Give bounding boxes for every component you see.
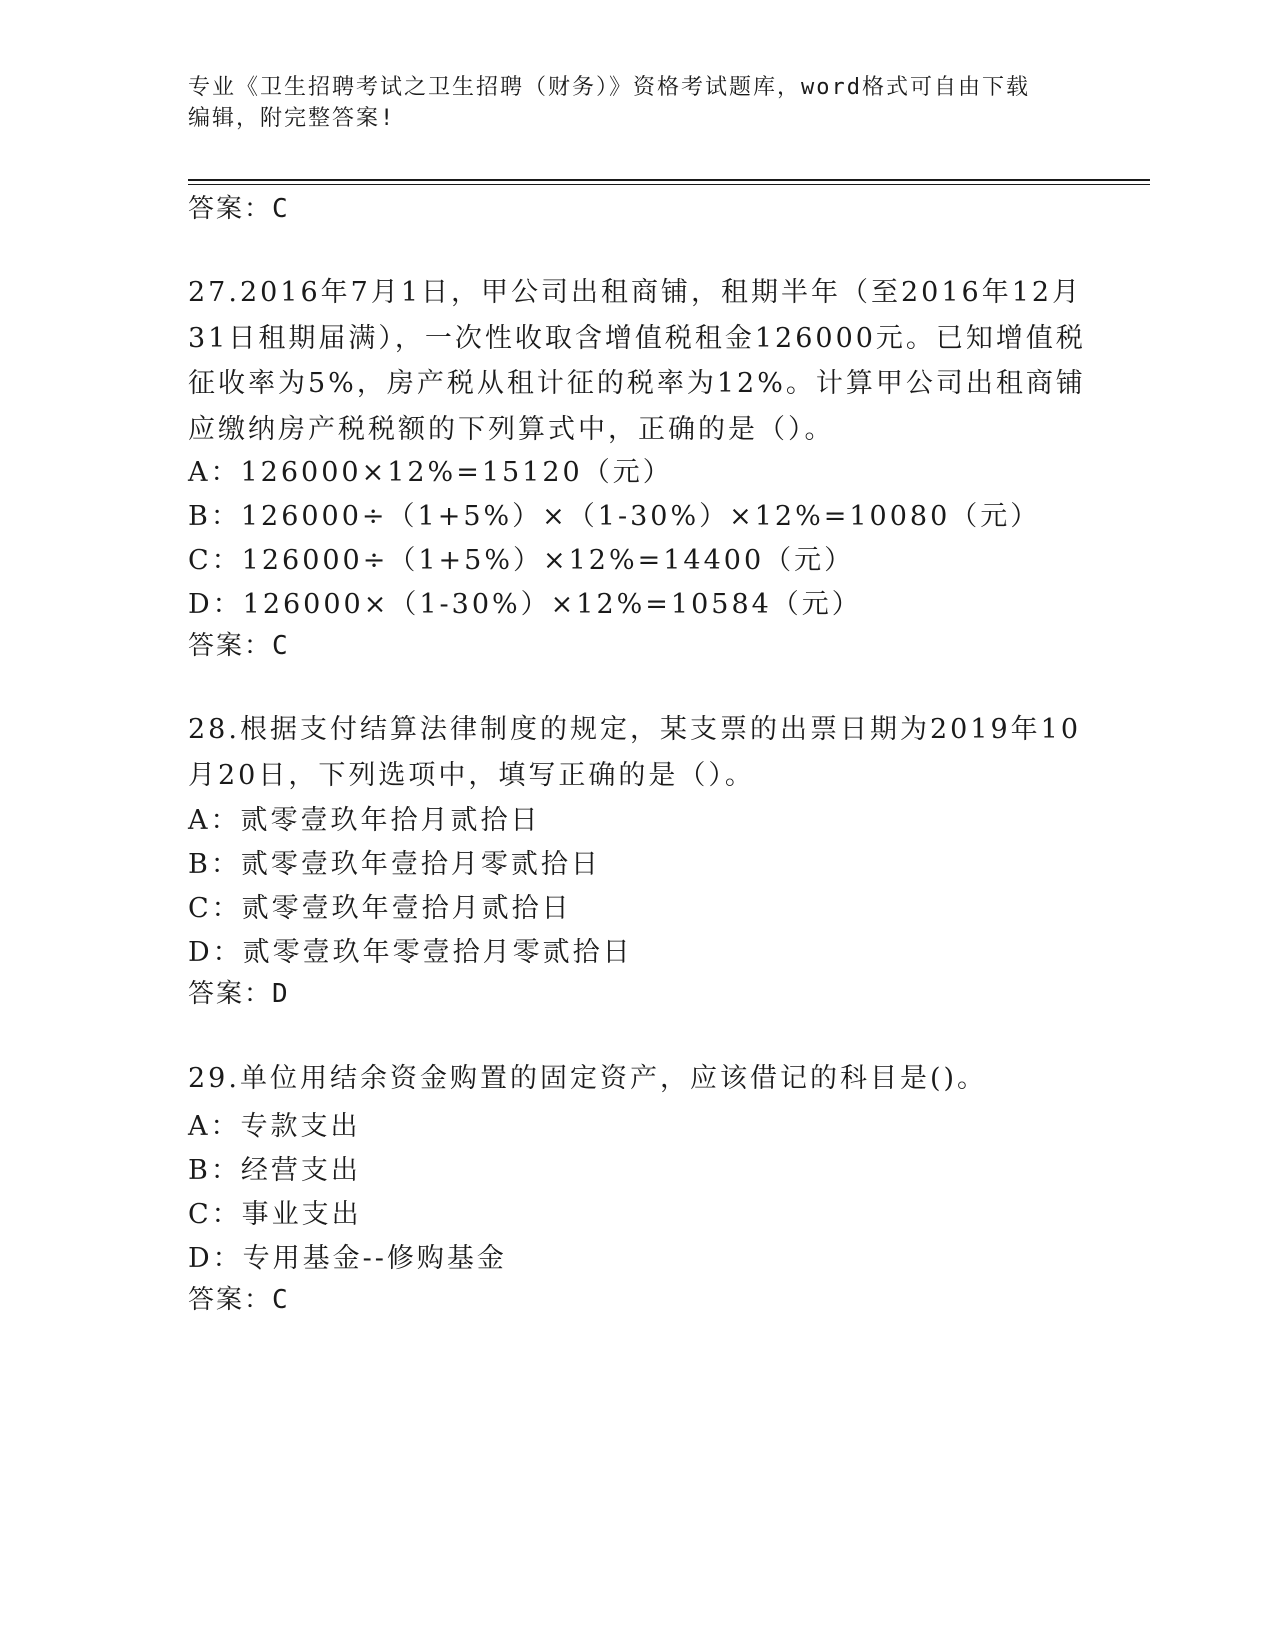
- question-27-option-d: D：126000×（1-30%）×12%=10584（元）: [188, 589, 862, 620]
- question-27-answer: 答案：C: [188, 631, 290, 661]
- header-line-2: 编辑，附完整答案!: [188, 106, 396, 131]
- question-28-answer: 答案：D: [188, 979, 290, 1009]
- question-29-option-c: C：事业支出: [188, 1199, 362, 1230]
- question-29-stem: 29.单位用结余资金购置的固定资产，应该借记的科目是()。: [188, 1063, 988, 1094]
- answer-prev: 答案：C: [188, 194, 290, 224]
- question-27-option-c: C：126000÷（1+5%）×12%=14400（元）: [188, 545, 855, 576]
- header-line-1: 专业《卫生招聘考试之卫生招聘（财务）》资格考试题库，word格式可自由下载: [188, 75, 1030, 100]
- question-27-option-a: A：126000×12%=15120（元）: [188, 457, 673, 488]
- question-29-option-d: D：专用基金--修购基金: [188, 1243, 507, 1274]
- question-29-option-b: B：经营支出: [188, 1155, 361, 1186]
- document-header: [188, 72, 1088, 134]
- question-28-stem: 28.根据支付结算法律制度的规定，某支票的出票日期为2019年10月20日，下列选项中，填写正确的是（）。: [188, 714, 1082, 791]
- question-28-option-b: B：贰零壹玖年壹拾月零贰拾日: [188, 849, 601, 880]
- header-divider-thick: [188, 179, 1150, 181]
- question-28-option-c: C：贰零壹玖年壹拾月贰拾日: [188, 893, 572, 924]
- question-27-option-b: B：126000÷（1+5%）×（1-30%）×12%=10080（元）: [188, 501, 1041, 532]
- question-29-option-a: A：专款支出: [188, 1111, 361, 1142]
- question-28-option-d: D：贰零壹玖年零壹拾月零贰拾日: [188, 937, 633, 968]
- question-29-answer: 答案：C: [188, 1285, 290, 1315]
- question-28-option-a: A：贰零壹玖年拾月贰拾日: [188, 805, 541, 836]
- question-27-stem: 27.2016年7月1日，甲公司出租商铺，租期半年（至2016年12月31日租期届满），一次性收取含增值税租金126000元。已知增值税征收率为5%，房产税从租计征的税率为12%。计算甲公司出租商铺应缴纳房产税税额的下列算式中，正确的是（）。: [188, 277, 1086, 445]
- header-divider-thin: [188, 184, 1150, 185]
